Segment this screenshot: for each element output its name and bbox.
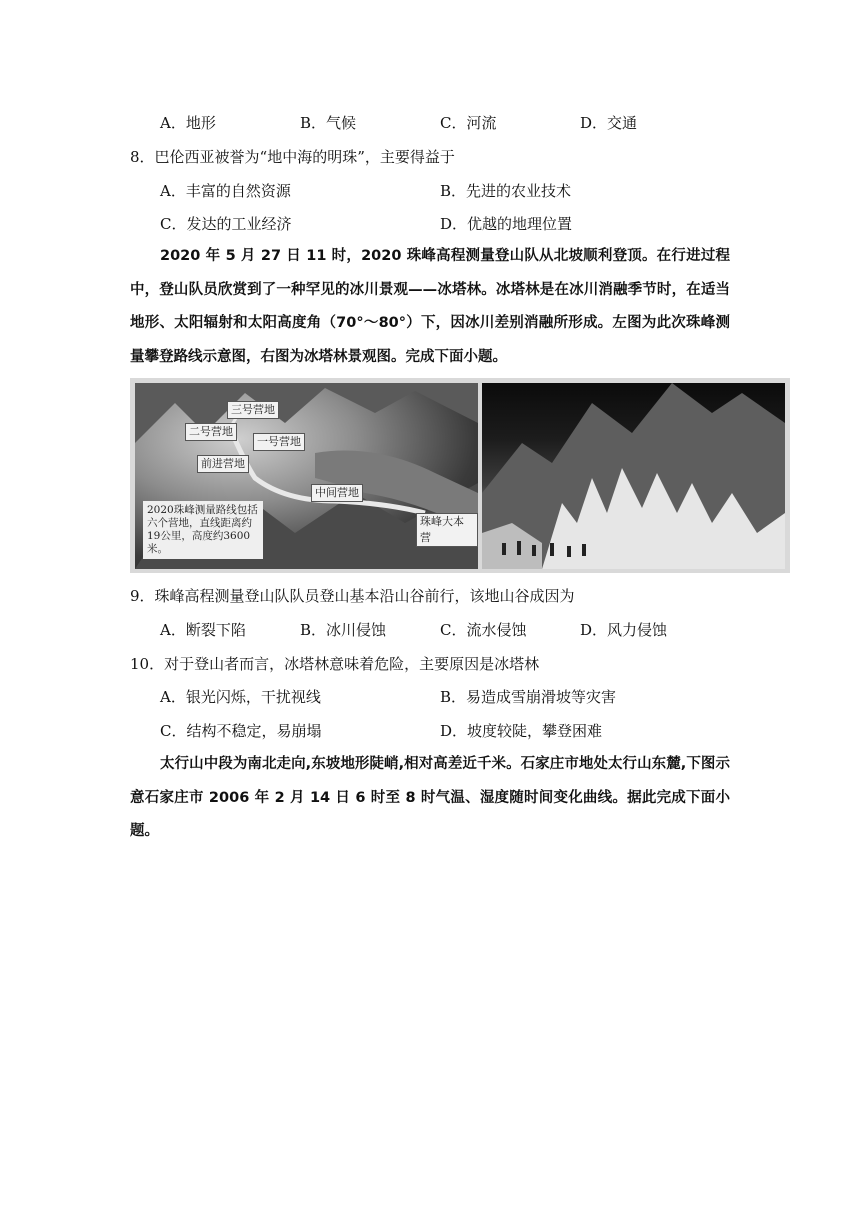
q9-option-b: B．冰川侵蚀 [300,621,387,639]
route-map-image [135,383,478,569]
label-middle-camp: 中间营地 [311,484,363,502]
q10-option-d: D．坡度较陡，攀登困难 [440,722,603,740]
q9-option-a: A．断裂下陷 [160,621,246,639]
q10-options-row2 [160,720,720,741]
q7-option-c: C．河流 [440,114,497,132]
route-note: 2020珠峰测量路线包括六个营地，直线距离约19公里，高度约3600米。 [143,501,263,559]
q9-options [160,619,720,640]
q10-option-a: A．银光闪烁，干扰视线 [160,688,321,706]
q9-option-d: D．风力侵蚀 [580,621,668,639]
passage-everest [130,240,730,374]
label-advance-camp: 前进营地 [197,455,249,473]
label-camp3: 三号营地 [227,401,279,419]
q10-option-c: C．结构不稳定，易崩塌 [160,722,322,740]
label-camp2: 二号营地 [185,423,237,441]
passage-shijiazhuang-text: 太行山中段为南北走向,东坡地形陡峭,相对高差近千米。石家庄市地处太行山东麓,下图示意石家庄市 2006 年 2 月 14 日 6 时至 8 时气温、湿度随时间变化曲线。据此完成下面小题。 [130,756,730,839]
q7-option-d: D．交通 [580,114,638,132]
q8-option-b: B．先进的农业技术 [440,182,572,200]
q8-option-d: D．优越的地理位置 [440,215,573,233]
q7-option-a: A．地形 [160,114,216,132]
q10-option-b: B．易造成雪崩滑坡等灾害 [440,688,617,706]
q10-question: 10．对于登山者而言，冰塔林意味着危险，主要原因是冰塔林 [130,655,540,673]
q9-option-c: C．流水侵蚀 [440,621,527,639]
ice-tower-landscape [482,383,785,569]
q8-option-c: C．发达的工业经济 [160,215,292,233]
passage-shijiazhuang [130,748,730,849]
q8-options-row2 [160,213,720,234]
q8-options-row1 [160,180,720,201]
q8-option-a: A．丰富的自然资源 [160,182,291,200]
q7-option-b: B．气候 [300,114,357,132]
q9-question: 9．珠峰高程测量登山队队员登山基本沿山谷前行，该地山谷成因为 [130,587,575,605]
label-camp1: 一号营地 [253,433,305,451]
passage-everest-text: 2020 年 5 月 27 日 11 时，2020 珠峰高程测量登山队从北坡顺利登顶。在行进过程中，登山队员欣赏到了一种罕见的冰川景观——冰塔林。冰塔林是在冰川消融季节时，在适当地形、太阳辐射和太阳高度角（70°～80°）下，因冰川差别消融所形成。左图为此次珠峰测量攀登路线示意图，右图为冰塔林景观图。完成下面小题。 [130,248,730,365]
ice-tower-photo [482,383,785,569]
figure-everest [130,378,790,573]
q7-options [160,112,720,133]
label-base-camp: 珠峰大本营 [416,513,478,547]
q8-question: 8．巴伦西亚被誉为“地中海的明珠”，主要得益于 [130,148,455,166]
q10-options-row1 [160,686,720,707]
